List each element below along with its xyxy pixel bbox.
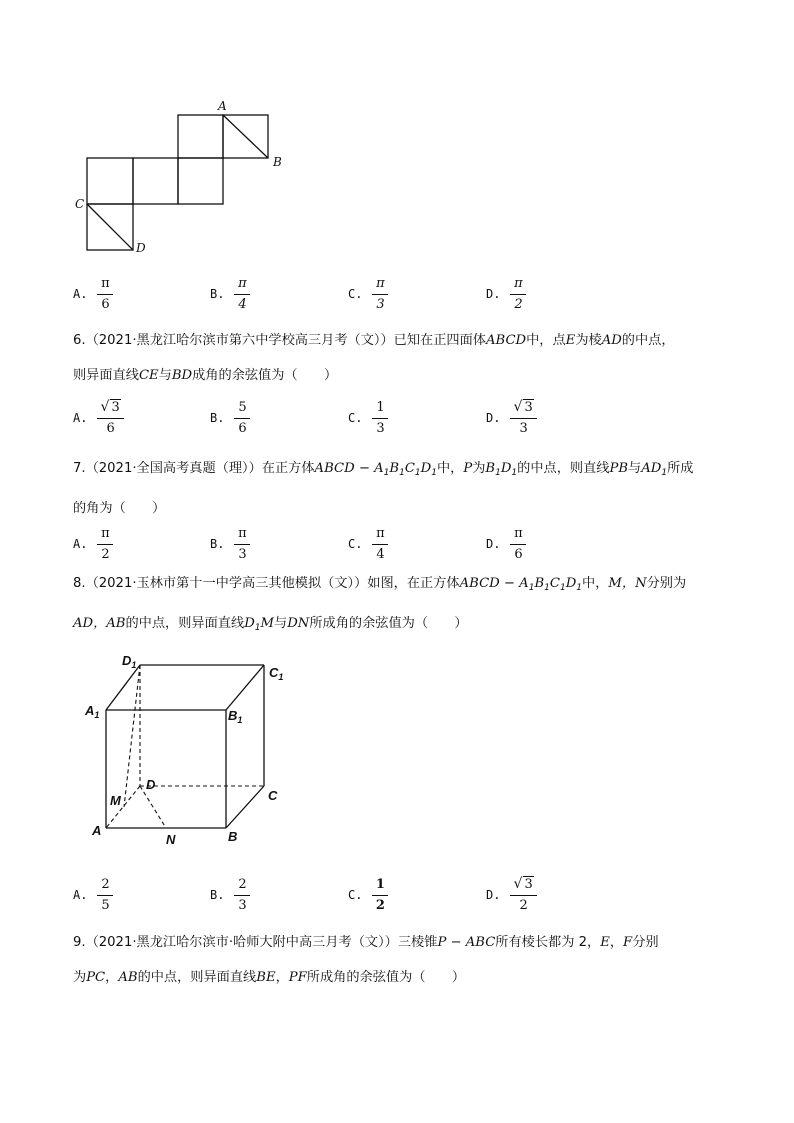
net-label-a: A <box>218 99 227 113</box>
question-6 <box>73 323 733 393</box>
cube-net-figure <box>70 95 300 260</box>
option-c[interactable]: C. $\frac{1}{3}$ <box>348 396 388 440</box>
option-b[interactable]: B. $\frac{5}{6}$ <box>210 396 250 440</box>
question-8-line-1: 8.（2021·玉林市第十一中学高三其他模拟（文））如图，在正方体ABCD − $A_1B_1C_1D_1$中，M，N分别为 <box>73 576 687 593</box>
edge-a1-d1 <box>106 665 140 710</box>
cube-label-c: C <box>268 788 278 803</box>
net-square <box>87 158 133 204</box>
net-diagonal-ab <box>223 115 268 158</box>
question-9 <box>73 925 733 995</box>
net-square <box>178 115 223 158</box>
question-7-line-1: 7.（2021·全国高考真题（理））在正方体ABCD − $A_1B_1C_1D_1$中，P为$B_1D_1$的中点，则直线PB与$AD_1$所成 <box>73 461 694 478</box>
cube-label-d: D <box>146 777 156 792</box>
edge-b-c <box>226 786 264 828</box>
net-square <box>133 158 178 204</box>
question-9-line-2: 为PC，AB的中点，则异面直线BE，PF所成角的余弦值为（ ） <box>73 970 466 985</box>
cube-label-d1: $D_1$ <box>122 653 137 670</box>
question-6-line-2: 则异面直线CE与BD成角的余弦值为（ ） <box>73 368 338 383</box>
cube-label-n: N <box>166 832 176 847</box>
segment-d-n <box>140 786 166 828</box>
cube-label-m: M <box>110 793 121 808</box>
cube-label-a: A <box>92 823 102 838</box>
segment-d1-m <box>124 665 140 807</box>
option-a[interactable]: A. $\frac{2}{5}$ <box>73 873 113 917</box>
option-b[interactable]: B. $\frac{\pi}{4}$ <box>210 272 250 316</box>
option-c[interactable]: C. $\frac{\pi}{4}$ <box>348 522 388 566</box>
net-square <box>178 158 223 204</box>
net-label-c: C <box>75 197 85 211</box>
option-d[interactable]: D. √ $\frac{3}{2}$ <box>486 873 537 917</box>
cube-label-b: B <box>228 829 238 844</box>
option-c[interactable]: C. $\frac{1}{2}$ <box>348 873 388 917</box>
option-c[interactable]: C. $\frac{\pi}{3}$ <box>348 272 388 316</box>
question-7 <box>73 451 733 526</box>
question-8-line-2: AD，AB的中点，则异面直线$D_1M$与DN所成角的余弦值为（ ） <box>73 616 468 633</box>
question-7-line-2: 的角为（ ） <box>73 501 166 516</box>
option-a[interactable]: A. $\frac{\pi}{2}$ <box>73 522 113 566</box>
cube-label-c1: $C_1$ <box>269 665 284 682</box>
cube-label-a1: $A_1$ <box>85 703 100 720</box>
option-b[interactable]: B. $\frac{2}{3}$ <box>210 873 250 917</box>
cube-label-b1: $B_1$ <box>228 708 243 725</box>
option-a[interactable]: A. $\frac{\pi}{6}$ <box>73 272 113 316</box>
cube-figure <box>80 645 300 850</box>
option-d[interactable]: D. √ $\frac{3}{3}$ <box>486 396 537 440</box>
question-6-line-1: 6.（2021·黑龙江哈尔滨市第六中学校高三月考（文））已知在正四面体ABCD中，点E为棱AD的中点， <box>73 333 675 348</box>
option-b[interactable]: B. $\frac{\pi}{3}$ <box>210 522 250 566</box>
edge-c1-b1 <box>226 665 264 710</box>
net-label-d: D <box>136 241 146 255</box>
net-label-b: B <box>273 155 282 169</box>
option-d[interactable]: D. $\frac{\pi}{2}$ <box>486 272 526 316</box>
question-9-line-1: 9.（2021·黑龙江哈尔滨市·哈师大附中高三月考（文））三棱锥P − ABC所有棱长都为 2，E，F分别 <box>73 935 659 950</box>
question-8 <box>73 566 733 646</box>
net-diagonal-cd <box>87 204 133 250</box>
option-d[interactable]: D. $\frac{\pi}{6}$ <box>486 522 526 566</box>
option-a[interactable]: A. √ $\frac{3}{6}$ <box>73 396 124 440</box>
